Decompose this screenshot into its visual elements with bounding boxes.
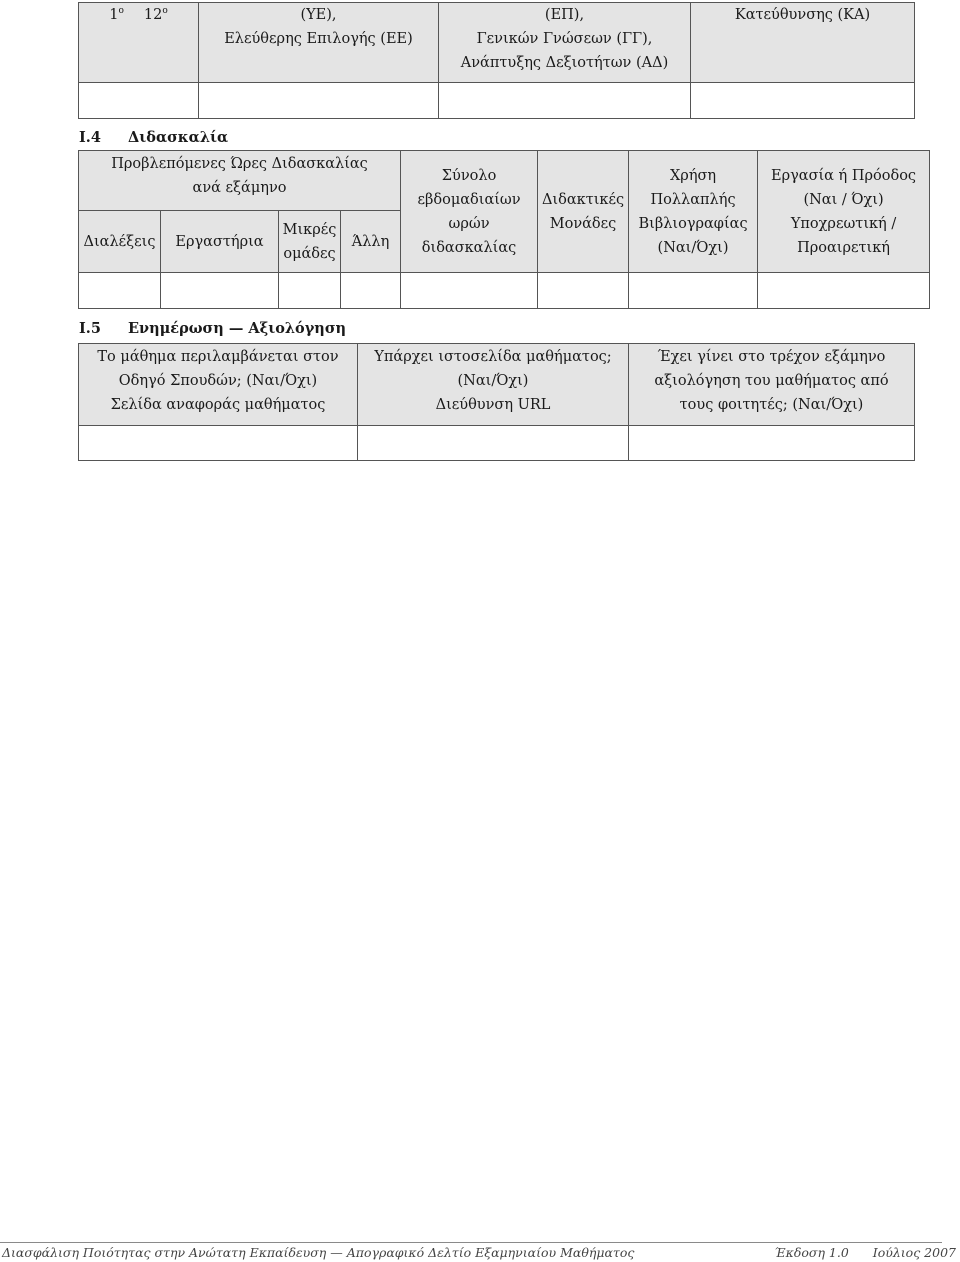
general-type-line: Ανάπτυξης Δεξιοτήτων (ΑΔ) xyxy=(460,55,669,71)
credits-entry-cell xyxy=(538,273,629,309)
study-guide-header xyxy=(79,344,358,426)
website-entry-cell xyxy=(358,426,629,461)
planned-hours-line: Προβλεπόμενες Ώρες Διδασκαλίας xyxy=(111,156,368,172)
assignment-line: Εργασία ή Πρόοδος xyxy=(771,167,917,184)
elective-type-line: (ΥΕ), xyxy=(300,7,337,23)
credits-line: Μονάδες xyxy=(549,215,617,232)
student-evaluation-line: Έχει γίνει στο τρέχον εξάμηνο xyxy=(657,349,886,365)
small-groups-header xyxy=(279,211,341,273)
direction-type-cell xyxy=(691,3,915,83)
weekly-total-entry-cell xyxy=(401,273,538,309)
other-entry-cell xyxy=(341,273,401,309)
bibliography-entry-cell xyxy=(629,273,758,309)
teaching-section-heading xyxy=(79,127,228,149)
bibliography-line: (Ναι/Όχι) xyxy=(657,239,729,256)
elective-entry-cell xyxy=(199,83,439,119)
footer-version: Έκδοση 1.0 xyxy=(774,1245,849,1260)
planned-hours-header xyxy=(79,151,401,211)
weekly-total-header xyxy=(401,151,538,273)
bibliography-line: Πολλαπλής xyxy=(650,191,736,208)
student-evaluation-entry-cell xyxy=(629,426,915,461)
credits-line: Διδακτικές xyxy=(541,191,625,208)
direction-entry-cell xyxy=(691,83,915,119)
general-entry-cell xyxy=(439,83,691,119)
assignment-line: (Ναι / Όχι) xyxy=(803,191,884,208)
section-title: Διδασκαλία xyxy=(128,129,229,146)
website-line: (Ναι/Όχι) xyxy=(457,373,529,389)
evaluation-table xyxy=(78,343,915,461)
assignment-line: Υποχρεωτική / xyxy=(790,215,897,232)
planned-hours-line: ανά εξάμηνο xyxy=(192,180,287,196)
labs-entry-cell xyxy=(161,273,279,309)
general-type-line: (ΕΠ), xyxy=(544,7,585,23)
direction-type-line: Κατεύθυνσης (ΚΑ) xyxy=(734,7,871,23)
teaching-table xyxy=(78,150,930,309)
section-number: Ι.5 xyxy=(79,320,101,337)
website-line: Υπάρχει ιστοσελίδα μαθήματος; xyxy=(374,349,612,365)
small-groups-line: ομάδες xyxy=(283,245,336,262)
website-header xyxy=(358,344,629,426)
study-guide-line: Οδηγό Σπουδών; (Ναι/Όχι) xyxy=(118,373,318,389)
assignment-header xyxy=(758,151,930,273)
weekly-total-line: Σύνολο xyxy=(441,167,497,184)
course-type-header-row xyxy=(79,3,915,83)
semester-to-suffix: ο xyxy=(162,6,168,16)
small-groups-line: Μικρές xyxy=(282,221,337,238)
footer-divider xyxy=(0,1242,942,1243)
teaching-header-row xyxy=(79,151,930,211)
bibliography-header xyxy=(629,151,758,273)
student-evaluation-line: τους φοιτητές; (Ναι/Όχι) xyxy=(679,397,864,413)
section-title: Ενημέρωση — Αξιολόγηση xyxy=(128,320,347,337)
student-evaluation-header xyxy=(629,344,915,426)
general-type-cell xyxy=(439,3,691,83)
study-guide-line: Σελίδα αναφοράς μαθήματος xyxy=(110,397,326,413)
evaluation-section-heading xyxy=(79,318,346,340)
evaluation-header-row xyxy=(79,344,915,426)
footer-date: Ιούλιος 2007 xyxy=(872,1245,956,1260)
assignment-entry-cell xyxy=(758,273,930,309)
lectures-header: Διαλέξεις xyxy=(79,211,161,273)
elective-type-line: Ελεύθερης Επιλογής (ΕΕ) xyxy=(224,31,413,47)
evaluation-entry-row xyxy=(79,426,915,461)
footer-version-info xyxy=(774,1244,956,1261)
semester-from: 1 xyxy=(109,7,119,23)
labs-header: Εργαστήρια xyxy=(161,211,279,273)
study-guide-line: Το μάθημα περιλαμβάνεται στον xyxy=(97,349,339,365)
weekly-total-line: διδασκαλίας xyxy=(421,239,517,256)
teaching-entry-row xyxy=(79,273,930,309)
general-type-line: Γενικών Γνώσεων (ΓΓ), xyxy=(476,31,653,47)
weekly-total-line: εβδομαδιαίων xyxy=(417,191,521,208)
section-number: Ι.4 xyxy=(79,129,101,146)
semester-from-suffix: ο xyxy=(118,6,124,16)
credits-header xyxy=(538,151,629,273)
semester-entry-cell xyxy=(79,83,199,119)
website-line: Διεύθυνση URL xyxy=(435,397,551,413)
weekly-total-line: ωρών xyxy=(448,215,490,232)
elective-type-cell xyxy=(199,3,439,83)
bibliography-line: Βιβλιογραφίας xyxy=(638,215,748,232)
other-header: Άλλη xyxy=(341,211,401,273)
small-groups-entry-cell xyxy=(279,273,341,309)
semester-to: 12 xyxy=(143,7,163,23)
course-type-entry-row xyxy=(79,83,915,119)
course-type-table xyxy=(78,2,915,119)
study-guide-entry-cell xyxy=(79,426,358,461)
student-evaluation-line: αξιολόγηση του μαθήματος από xyxy=(654,373,889,389)
lectures-entry-cell xyxy=(79,273,161,309)
bibliography-line: Χρήση xyxy=(669,167,717,184)
assignment-line: Προαιρετική xyxy=(797,239,890,256)
semester-range-cell xyxy=(79,3,199,83)
footer-title: Διασφάλιση Ποιότητας στην Ανώτατη Εκπαίδευση — Απογραφικό Δελτίο Εξαμηνιαίου Μαθήματος xyxy=(2,1245,635,1260)
